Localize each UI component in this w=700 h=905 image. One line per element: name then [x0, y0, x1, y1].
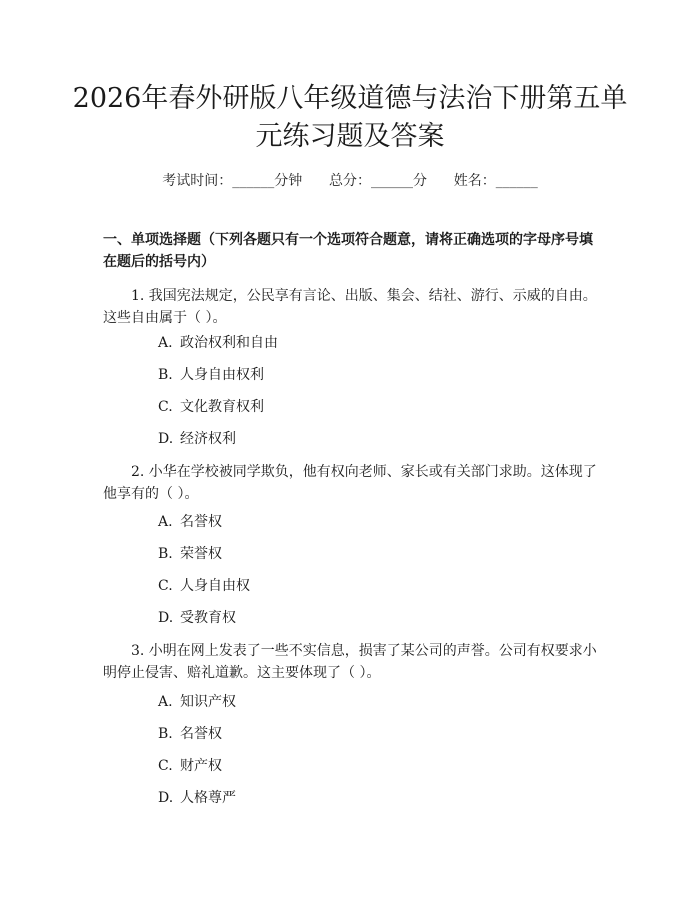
option-letter: A. — [158, 694, 173, 710]
question-3-stem: 3. 小明在网上发表了一些不实信息，损害了某公司的声誉。公司有权要求小明停止侵害、赔礼道歉。这主要体现了（ ）。 — [103, 643, 597, 681]
option-letter: A. — [158, 335, 173, 351]
question-3-option-b — [158, 724, 578, 744]
option-letter: B. — [158, 726, 173, 742]
question-3-option-c — [158, 756, 578, 776]
option-text: 名誉权 — [180, 514, 222, 530]
question-2-option-c — [158, 576, 578, 596]
option-text: 人身自由权 — [180, 578, 250, 594]
option-letter: D. — [158, 790, 174, 806]
option-text: 经济权利 — [180, 431, 236, 447]
question-3-option-a — [158, 692, 578, 712]
option-letter: D. — [158, 431, 174, 447]
option-text: 知识产权 — [180, 694, 236, 710]
option-letter: A. — [158, 514, 173, 530]
section-heading: 一、单项选择题（下列各题只有一个选项符合题意，请将正确选项的字母序号填在题后的括号内） — [103, 232, 593, 270]
option-text: 人身自由权利 — [180, 367, 264, 383]
option-text: 人格尊严 — [180, 790, 236, 806]
question-1-stem: 1. 我国宪法规定，公民享有言论、出版、集会、结社、游行、示威的自由。这些自由属于（ ）。 — [103, 288, 597, 326]
question-1-option-d — [158, 429, 578, 449]
option-letter: B. — [158, 367, 173, 383]
option-text: 荣誉权 — [180, 546, 222, 562]
option-letter: C. — [158, 578, 173, 594]
question-2-stem: 2. 小华在学校被同学欺负，他有权向老师、家长或有关部门求助。这体现了他享有的（ ）。 — [103, 464, 597, 502]
option-letter: C. — [158, 399, 173, 415]
question-2-option-d — [158, 608, 578, 628]
question-1-option-c — [158, 397, 578, 417]
question-1-option-b — [158, 365, 578, 385]
question-2-option-b — [158, 544, 578, 564]
question-3-option-d — [158, 788, 578, 808]
option-text: 文化教育权利 — [180, 399, 264, 415]
option-letter: B. — [158, 546, 173, 562]
option-text: 名誉权 — [180, 726, 222, 742]
question-1-option-a — [158, 333, 578, 353]
option-text: 财产权 — [180, 758, 222, 774]
option-text: 受教育权 — [180, 610, 236, 626]
question-2-option-a — [158, 512, 578, 532]
option-text: 政治权利和自由 — [180, 335, 278, 351]
exam-info-line: 考试时间：______分钟 总分：______分 姓名：______ — [162, 173, 538, 189]
option-letter: D. — [158, 610, 174, 626]
option-letter: C. — [158, 758, 173, 774]
document-title: 2026年春外研版八年级道德与法治下册第五单元练习题及答案 — [72, 83, 628, 152]
